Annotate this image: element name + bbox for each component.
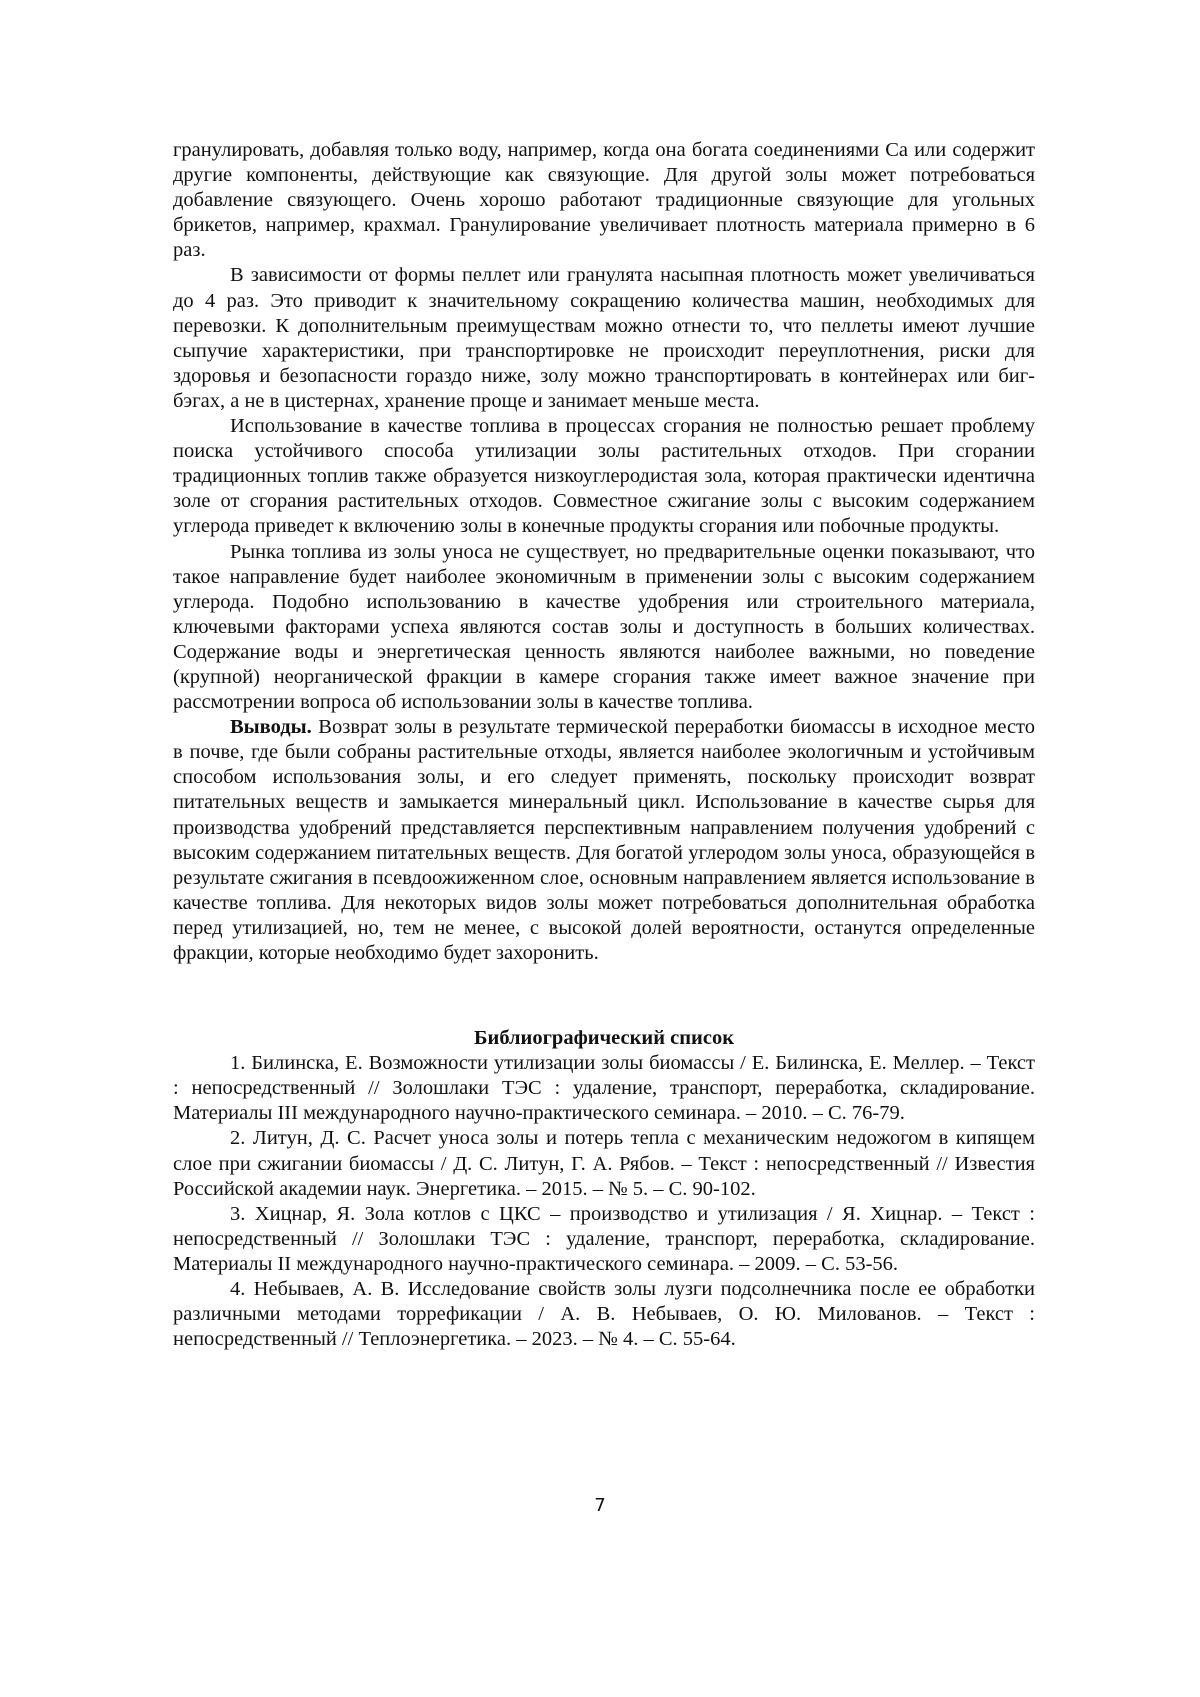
document-page — [173, 138, 1035, 1352]
bibliography-ref-1: 1. Билинска, Е. Возможности утилизации золы биомассы / Е. Билинска, Е. Меллер. – Текст : непосредственный // Золошлаки ТЭС : удаление, транспорт, переработка, складирование. Материалы III международного научно-практического семинара. – 2010. – С. 76-79. — [173, 1052, 1035, 1125]
bibliography-ref-3: 3. Хицнар, Я. Зола котлов с ЦКС – производство и утилизация / Я. Хицнар. – Текст : непосредственный // Золошлаки ТЭС : удаление, транспорт, переработка, складирование. Материалы II международного научно-практического семинара. – 2009. – С. 53-56. — [173, 1202, 1035, 1275]
bibliography-ref-2: 2. Литун, Д. С. Расчет уноса золы и потерь тепла с механическим недожогом в кипящем слое при сжигании биомассы / Д. С. Литун, Г. А. Рябов. – Текст : непосредственный // Известия Российской академии наук. Энергетика. – 2015. – № 5. – С. 90-102. — [173, 1127, 1035, 1200]
bibliography-title: Библиографический список — [473, 1027, 735, 1050]
conclusions-label: Выводы. — [230, 716, 312, 739]
paragraph-fuel-use: Использование в качестве топлива в процессах сгорания не полностью решает проблему поиска устойчивого способа утилизации золы растительных отходов. При сгорании традиционных топлив также образуется низкоуглеродистая зола, которая практически идентична золе от сгорания растительных отходов. Совместное сжигание золы с высоким содержанием углерода приведет к включению золы в конечные продукты сгорания или побочные продукты. — [173, 415, 1035, 538]
bibliography-ref-4: 4. Небываев, А. В. Исследование свойств золы лузги подсолнечника после ее обработки различными методами торрефикации / А. В. Небываев, О. Ю. Милованов. – Текст : непосредственный // Теплоэнергетика. – 2023. – № 4. – С. 55-64. — [173, 1278, 1035, 1351]
paragraph-bulk-density: В зависимости от формы пеллет или гранулята насыпная плотность может увеличиваться до 4 раз. Это приводит к значительному сокращению количества машин, необходимых для перевозки. К дополнительным преимуществам можно отнести то, что пеллеты имеют лучшие сыпучие характеристики, при транспортировке не происходит переуплотнения, риски для здоровья и безопасности гораздо ниже, золу можно транспортировать в контейнерах или биг-бэгах, а не в цистернах, хранение проще и занимает меньше места. — [173, 264, 1035, 412]
paragraph-granulation: гранулировать, добавляя только воду, например, когда она богата соединениями Са или содержит другие компоненты, действующие как связующие. Для другой золы может потребоваться добавление связующего. Очень хорошо работают традиционные связующие для угольных брикетов, например, крахмал. Гранулирование увеличивает плотность материала примерно в 6 раз. — [173, 139, 1035, 262]
conclusions-text: Возврат золы в результате термической переработки биомассы в исходное место в почве, где были собраны растительные отходы, является наиболее экологичным и устойчивым способом использования золы, и его следует применять, поскольку происходит возврат питательных веществ и замыкается минеральный цикл. Использование в качестве сырья для производства удобрений представляется перспективным направлением получения удобрений с высоким содержанием питательных веществ. Для богатой углеродом золы уноса, образующейся в результате сжигания в псевдоожиженном слое, основным направлением является использование в качестве топлива. Для некоторых видов золы может потребоваться дополнительная обработка перед утилизацией, но, тем не менее, с высокой долей вероятности, останутся определенные фракции, которые необходимо будет захоронить. — [173, 716, 1035, 964]
paragraph-conclusions — [173, 715, 1035, 966]
paragraph-fuel-market: Рынка топлива из золы уноса не существует, но предварительные оценки показывают, что такое направление будет наиболее экономичным в применении золы с высоким содержанием углерода. Подобно использованию в качестве удобрения или строительного материала, ключевыми факторами успеха являются состав золы и доступность в больших количествах. Содержание воды и энергетическая ценность являются наиболее важными, но поведение (крупной) неорганической фракции в камере сгорания также имеет важное значение при рассмотрении вопроса об использовании золы в качестве топлива. — [173, 540, 1035, 714]
page-number: 7 — [594, 1495, 606, 1516]
